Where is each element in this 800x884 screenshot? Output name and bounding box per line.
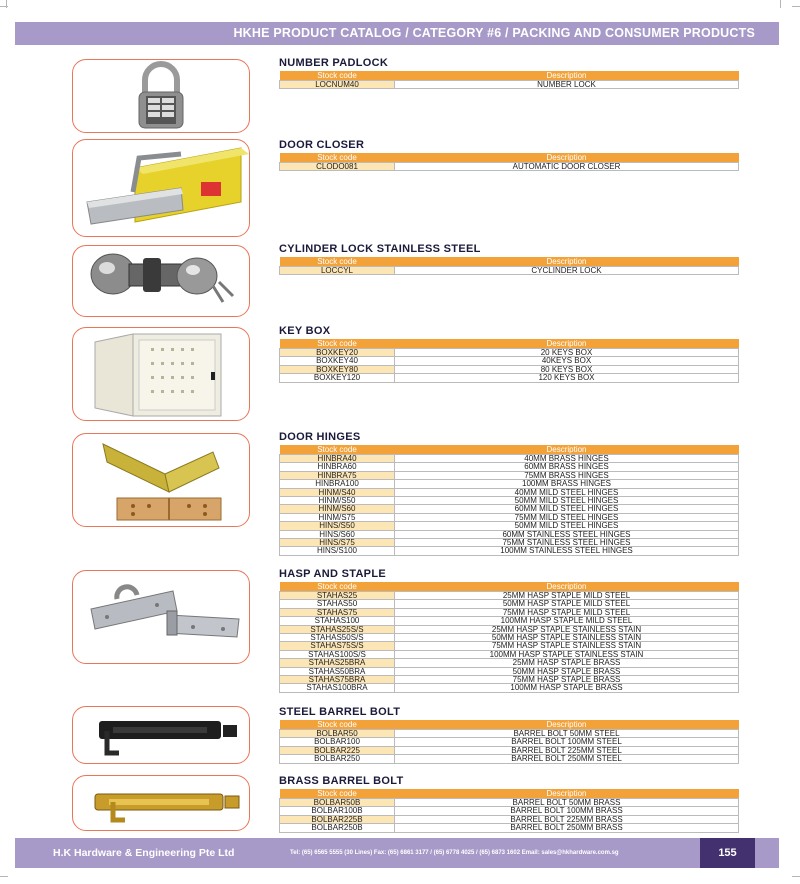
table-row [280,617,739,625]
table-row [280,547,739,555]
table-row [280,163,739,171]
description-cell: 25MM HASP STAPLE STAINLESS STAIN [395,625,739,633]
stock-code-cell: LOCNUM40 [280,81,395,89]
description-cell: NUMBER LOCK [395,81,739,89]
spec-table-body [280,163,739,171]
stock-code-cell: STAHAS50S/S [280,634,395,642]
trim-mark [792,876,800,877]
trim-mark [0,876,8,877]
table-row [280,815,739,823]
stock-code-cell: STAHAS100 [280,617,395,625]
stock-code-header: Stock code [280,445,395,455]
stock-code-cell: HINM/S40 [280,488,395,496]
stock-code-header: Stock code [280,71,395,81]
description-cell: 100MM BRASS HINGES [395,480,739,488]
stock-code-cell: STAHAS25S/S [280,625,395,633]
description-cell: 40KEYS BOX [395,357,739,365]
description-header: Description [395,153,739,163]
spec-table [279,71,739,89]
spec-table [279,257,739,275]
trim-mark [792,6,800,7]
description-cell: 60MM MILD STEEL HINGES [395,505,739,513]
hasp-staple-image [72,570,250,664]
table-row [280,455,739,463]
brass-barrel-bolt-image [72,775,250,831]
stock-code-header: Stock code [280,339,395,349]
table-row [280,634,739,642]
stock-code-header: Stock code [280,257,395,267]
spec-table [279,445,739,556]
spec-table-body [280,349,739,383]
stock-code-cell: LOCCYL [280,267,395,275]
catalog-header [15,22,779,45]
table-row [280,667,739,675]
description-cell: 75MM HASP STAPLE STAINLESS STAIN [395,642,739,650]
table-row [280,625,739,633]
description-cell: 20 KEYS BOX [395,349,739,357]
product-title: KEY BOX [279,325,331,337]
description-cell: 100MM HASP STAPLE BRASS [395,684,739,692]
description-header: Description [395,445,739,455]
description-cell: 75MM HASP STAPLE MILD STEEL [395,608,739,616]
description-cell: 25MM HASP STAPLE BRASS [395,659,739,667]
description-header: Description [395,720,739,730]
table-row [280,81,739,89]
product-title: BRASS BARREL BOLT [279,775,404,787]
number-padlock-image [72,59,250,133]
table-row [280,807,739,815]
table-row [280,608,739,616]
table-row [280,738,739,746]
description-header: Description [395,339,739,349]
stock-code-cell: STAHAS25 [280,592,395,600]
description-cell: 75MM BRASS HINGES [395,471,739,479]
stock-code-cell: BOLBAR225 [280,746,395,754]
stock-code-cell: HINS/S60 [280,530,395,538]
stock-code-cell: HINBRA60 [280,463,395,471]
product-title: DOOR CLOSER [279,139,365,151]
stock-code-header: Stock code [280,582,395,592]
steel-barrel-bolt-image [72,706,250,764]
description-header: Description [395,789,739,799]
stock-code-cell: CLODO081 [280,163,395,171]
description-cell: 50MM HASP STAPLE STAINLESS STAIN [395,634,739,642]
table-row [280,349,739,357]
table-row [280,642,739,650]
stock-code-cell: BOXKEY80 [280,365,395,373]
stock-code-cell: HINS/S50 [280,522,395,530]
table-row [280,824,739,832]
description-cell: 75MM STAINLESS STEEL HINGES [395,539,739,547]
stock-code-cell: BOLBAR100 [280,738,395,746]
product-title: STEEL BARREL BOLT [279,706,401,718]
description-cell: 50MM MILD STEEL HINGES [395,497,739,505]
spec-table-body [280,799,739,833]
description-cell: CYCLINDER LOCK [395,267,739,275]
description-cell: 40MM BRASS HINGES [395,455,739,463]
description-cell: BARREL BOLT 100MM BRASS [395,807,739,815]
product-title: CYLINDER LOCK STAINLESS STEEL [279,243,481,255]
description-cell: 60MM BRASS HINGES [395,463,739,471]
table-row [280,539,739,547]
spec-table [279,339,739,383]
spec-table-body [280,81,739,89]
table-row [280,357,739,365]
product-title: NUMBER PADLOCK [279,57,389,69]
description-cell: 25MM HASP STAPLE MILD STEEL [395,592,739,600]
stock-code-header: Stock code [280,789,395,799]
stock-code-cell: BOXKEY40 [280,357,395,365]
description-cell: 50MM MILD STEEL HINGES [395,522,739,530]
stock-code-cell: STAHAS100S/S [280,650,395,658]
key-box-image [72,327,250,421]
table-row [280,530,739,538]
company-name: H.K Hardware & Engineering Pte Ltd [53,847,235,859]
description-cell: 120 KEYS BOX [395,374,739,382]
description-header: Description [395,582,739,592]
description-cell: 80 KEYS BOX [395,365,739,373]
description-cell: BARREL BOLT 225MM STEEL [395,746,739,754]
description-cell: BARREL BOLT 50MM BRASS [395,799,739,807]
stock-code-cell: BOLBAR250B [280,824,395,832]
stock-code-cell: HINS/S100 [280,547,395,555]
spec-table-body [280,267,739,275]
trim-mark [6,0,7,8]
description-header: Description [395,257,739,267]
spec-table [279,720,739,764]
table-row [280,592,739,600]
description-cell: 75MM MILD STEEL HINGES [395,513,739,521]
stock-code-cell: HINM/S60 [280,505,395,513]
table-row [280,497,739,505]
description-cell: 60MM STAINLESS STEEL HINGES [395,530,739,538]
spec-table [279,789,739,833]
page-number: 155 [700,838,755,868]
table-row [280,480,739,488]
stock-code-cell: HINBRA40 [280,455,395,463]
table-row [280,505,739,513]
stock-code-cell: STAHAS100BRA [280,684,395,692]
stock-code-cell: BOXKEY120 [280,374,395,382]
table-row [280,676,739,684]
stock-code-cell: HINBRA100 [280,480,395,488]
stock-code-cell: STAHAS75BRA [280,676,395,684]
stock-code-cell: BOLBAR50B [280,799,395,807]
table-row [280,267,739,275]
description-cell: BARREL BOLT 100MM STEEL [395,738,739,746]
stock-code-cell: BOXKEY20 [280,349,395,357]
stock-code-cell: STAHAS25BRA [280,659,395,667]
description-header: Description [395,71,739,81]
spec-table-body [280,592,739,693]
description-cell: AUTOMATIC DOOR CLOSER [395,163,739,171]
description-cell: 100MM HASP STAPLE MILD STEEL [395,617,739,625]
contact-info: Tel: (65) 6565 5555 (30 Lines) Fax: (65) 6861 3177 / (65) 6778 4025 / (65) 6873 1602 Email: sales@hkhardware.com.sg [290,850,619,856]
stock-code-header: Stock code [280,720,395,730]
table-row [280,650,739,658]
stock-code-cell: BOLBAR100B [280,807,395,815]
table-row [280,684,739,692]
table-row [280,755,739,763]
table-row [280,746,739,754]
table-row [280,730,739,738]
table-row [280,374,739,382]
cylinder-lock-image [72,245,250,317]
description-cell: 50MM HASP STAPLE BRASS [395,667,739,675]
stock-code-cell: STAHAS50BRA [280,667,395,675]
table-row [280,471,739,479]
description-cell: 100MM STAINLESS STEEL HINGES [395,547,739,555]
stock-code-cell: BOLBAR225B [280,815,395,823]
door-closer-image [72,139,250,237]
table-row [280,659,739,667]
spec-table [279,153,739,171]
catalog-footer [15,838,779,868]
description-cell: BARREL BOLT 250MM BRASS [395,824,739,832]
spec-table [279,582,739,693]
stock-code-cell: STAHAS50 [280,600,395,608]
table-row [280,488,739,496]
table-row [280,522,739,530]
stock-code-cell: HINM/S75 [280,513,395,521]
description-cell: 100MM HASP STAPLE STAINLESS STAIN [395,650,739,658]
door-hinges-image [72,433,250,527]
table-row [280,799,739,807]
description-cell: 75MM HASP STAPLE BRASS [395,676,739,684]
stock-code-cell: STAHAS75 [280,608,395,616]
table-row [280,600,739,608]
product-title: DOOR HINGES [279,431,361,443]
stock-code-cell: HINS/S75 [280,539,395,547]
stock-code-cell: STAHAS75S/S [280,642,395,650]
trim-mark [780,0,781,8]
description-cell: BARREL BOLT 225MM BRASS [395,815,739,823]
stock-code-header: Stock code [280,153,395,163]
description-cell: 50MM HASP STAPLE MILD STEEL [395,600,739,608]
description-cell: BARREL BOLT 250MM STEEL [395,755,739,763]
description-cell: 40MM MILD STEEL HINGES [395,488,739,496]
description-cell: BARREL BOLT 50MM STEEL [395,730,739,738]
stock-code-cell: BOLBAR50 [280,730,395,738]
stock-code-cell: HINBRA75 [280,471,395,479]
spec-table-body [280,455,739,556]
table-row [280,463,739,471]
header-title: HKHE PRODUCT CATALOG / CATEGORY #6 / PACKING AND CONSUMER PRODUCTS [233,26,755,40]
product-title: HASP AND STAPLE [279,568,386,580]
table-row [280,513,739,521]
table-row [280,365,739,373]
stock-code-cell: HINM/S50 [280,497,395,505]
spec-table-body [280,730,739,764]
stock-code-cell: BOLBAR250 [280,755,395,763]
